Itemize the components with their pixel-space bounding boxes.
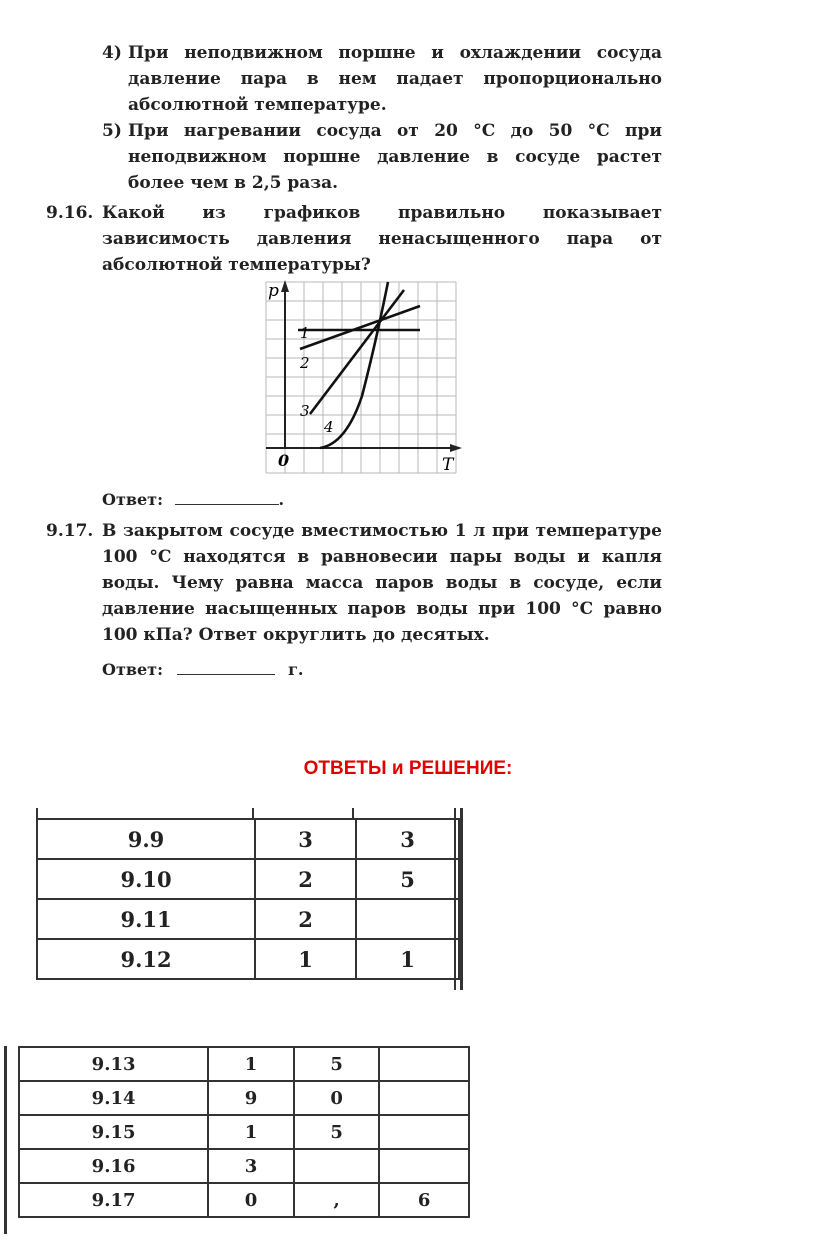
- table-row: [19, 1149, 469, 1183]
- curve-2: [300, 306, 420, 349]
- answer-cell: 0: [294, 1081, 380, 1115]
- table-row: [19, 1115, 469, 1149]
- option-number: 5): [102, 121, 122, 141]
- answer-cell: [294, 1149, 380, 1183]
- answers-table-1: [36, 818, 460, 980]
- curve-3: [310, 290, 404, 414]
- curves: [298, 282, 420, 448]
- answer-line-9-17: [102, 660, 304, 679]
- answer-blank[interactable]: [177, 674, 275, 675]
- answer-cell: 2: [255, 899, 356, 939]
- task-cell: 9.9: [37, 819, 255, 859]
- table-row: [37, 859, 459, 899]
- table-edge: [460, 808, 463, 990]
- answer-cell: 1: [255, 939, 356, 979]
- x-axis-label: T: [442, 455, 454, 475]
- option-5: [102, 118, 662, 196]
- answer-cell: 9: [208, 1081, 294, 1115]
- table-row: [19, 1183, 469, 1217]
- task-cell: 9.16: [19, 1149, 208, 1183]
- option-text: При нагревании сосуда от 20 °С до 50 °С при неподвижном поршне давление в сосуде растет более чем в 2,5 раза.: [128, 121, 662, 193]
- task-9-17: [46, 518, 662, 648]
- option-4: [102, 40, 662, 118]
- table-row: [37, 819, 459, 859]
- answer-unit: г.: [288, 660, 304, 679]
- answer-cell: 3: [255, 819, 356, 859]
- task-number: 9.16.: [46, 203, 94, 223]
- answer-cell: 6: [379, 1183, 469, 1217]
- task-cell: 9.10: [37, 859, 255, 899]
- table-row: [19, 1047, 469, 1081]
- option-number: 4): [102, 43, 122, 63]
- task-text: Какой из графиков правильно показывает зависимость давления ненасыщенного пара от абсолютной температуры?: [102, 203, 662, 275]
- answer-cell: 3: [208, 1149, 294, 1183]
- table-edge: [4, 1046, 7, 1234]
- answer-cell: 5: [294, 1115, 380, 1149]
- answer-cell: 5: [294, 1047, 380, 1081]
- curve-label-2: 2: [300, 354, 310, 372]
- answer-line-9-16: [102, 490, 284, 509]
- table-row: [37, 899, 459, 939]
- answer-cell: [379, 1115, 469, 1149]
- y-axis-label: p: [268, 281, 279, 301]
- axes: [266, 284, 458, 448]
- answer-cell: 3: [356, 819, 459, 859]
- table-edge: [36, 808, 38, 818]
- table-row: [37, 939, 459, 979]
- answer-cell: [379, 1149, 469, 1183]
- answer-cell: 0: [208, 1183, 294, 1217]
- answer-cell: [379, 1081, 469, 1115]
- answer-cell: 5: [356, 859, 459, 899]
- answer-cell: 1: [208, 1047, 294, 1081]
- task-9-16: [46, 200, 662, 278]
- answer-cell: ,: [294, 1183, 380, 1217]
- task-cell: 9.15: [19, 1115, 208, 1149]
- curve-label-3: 3: [300, 402, 310, 420]
- task-number: 9.17.: [46, 521, 94, 541]
- answer-cell: [356, 899, 459, 939]
- table-edge: [252, 808, 254, 818]
- task-text: В закрытом сосуде вместимостью 1 л при температуре 100 °С находятся в равновесии пары воды и капля воды. Чему равна масса паров воды в сосуде, если давление насыщенных паров воды при 100 °С равно 100 кПа? Ответ округлить до десятых.: [102, 521, 662, 645]
- task-cell: 9.14: [19, 1081, 208, 1115]
- table-edge: [352, 808, 354, 818]
- answer-cell: 2: [255, 859, 356, 899]
- task-cell: 9.13: [19, 1047, 208, 1081]
- task-cell: 9.17: [19, 1183, 208, 1217]
- answer-blank[interactable]: [175, 504, 279, 505]
- task-cell: 9.11: [37, 899, 255, 939]
- origin-label: 0: [278, 451, 290, 470]
- option-text: При неподвижном поршне и охлаждении сосуда давление пара в нем падает пропорционально абсолютной температуре.: [128, 43, 662, 115]
- answers-heading: ОТВЕТЫ и РЕШЕНИЕ:: [303, 758, 513, 779]
- answer-label: Ответ:: [102, 490, 163, 509]
- task-cell: 9.12: [37, 939, 255, 979]
- curve-label-1: 1: [300, 324, 310, 342]
- answer-end: .: [278, 490, 285, 509]
- answers-table-2: [18, 1046, 470, 1218]
- answer-cell: 1: [356, 939, 459, 979]
- curve-label-4: 4: [324, 418, 334, 436]
- pressure-temperature-graph: [258, 276, 468, 480]
- answer-cell: [379, 1047, 469, 1081]
- table-row: [19, 1081, 469, 1115]
- answer-label: Ответ:: [102, 660, 163, 679]
- answer-cell: 1: [208, 1115, 294, 1149]
- grid: [266, 282, 456, 473]
